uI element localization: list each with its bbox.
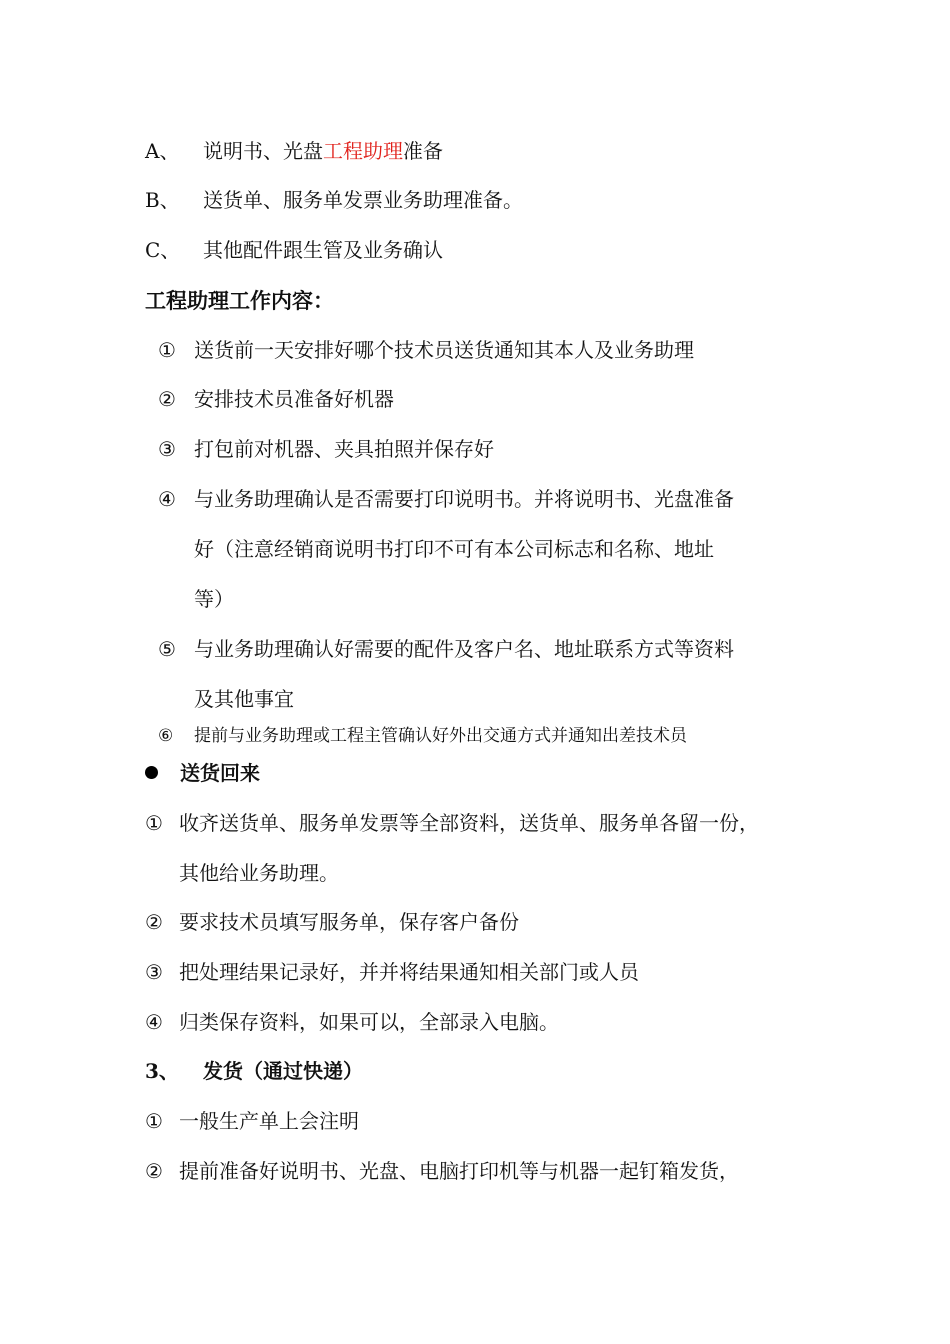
return-item (145, 1009, 559, 1035)
return-item (145, 810, 759, 836)
return-item (145, 909, 519, 935)
ship-heading (145, 1058, 363, 1084)
prep-text: 说明书、光盘 (203, 139, 323, 163)
prep-label: C、 (145, 238, 181, 262)
bullet-icon (145, 766, 158, 779)
item-number: ② (145, 1159, 163, 1183)
prep-text: 其他配件跟生管及业务确认 (203, 238, 443, 262)
ship-heading-text: 发货（通过快递） (203, 1059, 363, 1083)
engineer-item (158, 636, 734, 662)
item-number: ① (145, 1109, 163, 1133)
engineer-item-continuation: 等） (194, 587, 234, 611)
highlight-text: 工程助理 (323, 139, 403, 163)
item-text: 与业务助理确认是否需要打印说明书。并将说明书、光盘准备 (194, 487, 734, 511)
item-number: ① (158, 338, 176, 362)
item-number: ③ (158, 437, 176, 461)
prep-text: 送货单、服务单发票业务助理准备。 (203, 188, 523, 212)
item-number: ③ (145, 960, 163, 984)
prep-label: A、 (145, 139, 180, 163)
item-text: 归类保存资料，如果可以，全部录入电脑。 (179, 1010, 559, 1034)
ship-label: 3、 (145, 1059, 179, 1083)
item-text: 送货前一天安排好哪个技术员送货通知其本人及业务助理 (194, 338, 694, 362)
item-text: 提前准备好说明书、光盘、电脑打印机等与机器一起钉箱发货， (179, 1159, 739, 1183)
engineer-item (158, 436, 494, 462)
engineer-item (158, 486, 734, 512)
engineer-item-continuation: 好（注意经销商说明书打印不可有本公司标志和名称、地址 (194, 537, 714, 561)
engineer-item (158, 386, 394, 412)
prep-item-c (145, 237, 443, 263)
return-heading-text: 送货回来 (180, 761, 260, 785)
ship-item (145, 1158, 739, 1184)
return-item-continuation: 其他给业务助理。 (179, 861, 339, 885)
item-number: ④ (145, 1010, 163, 1034)
return-item (145, 959, 639, 985)
item-number: ④ (158, 487, 176, 511)
prep-item-b (145, 187, 523, 213)
item-text: 要求技术员填写服务单，保存客户备份 (179, 910, 519, 934)
item-number: ⑥ (158, 726, 174, 746)
item-number: ② (145, 910, 163, 934)
engineer-item-continuation: 及其他事宜 (194, 687, 294, 711)
item-text: 打包前对机器、夹具拍照并保存好 (194, 437, 494, 461)
prep-item-a (145, 138, 443, 164)
prep-text: 准备 (403, 139, 443, 163)
item-text: 安排技术员准备好机器 (194, 387, 394, 411)
item-number: ⑤ (158, 637, 176, 661)
item-text: 一般生产单上会注明 (179, 1109, 359, 1133)
item-number: ② (158, 387, 176, 411)
item-text: 提前与业务助理或工程主管确认好外出交通方式并通知出差技术员 (194, 726, 687, 746)
item-text: 与业务助理确认好需要的配件及客户名、地址联系方式等资料 (194, 637, 734, 661)
engineer-heading: 工程助理工作内容： (145, 288, 334, 313)
engineer-item (158, 337, 694, 363)
engineer-item (158, 723, 687, 749)
item-text: 收齐送货单、服务单发票等全部资料，送货单、服务单各留一份， (179, 811, 759, 835)
item-number: ① (145, 811, 163, 835)
item-text: 把处理结果记录好，并并将结果通知相关部门或人员 (179, 960, 639, 984)
return-heading (145, 760, 260, 786)
prep-label: B、 (145, 188, 180, 212)
ship-item (145, 1108, 359, 1134)
